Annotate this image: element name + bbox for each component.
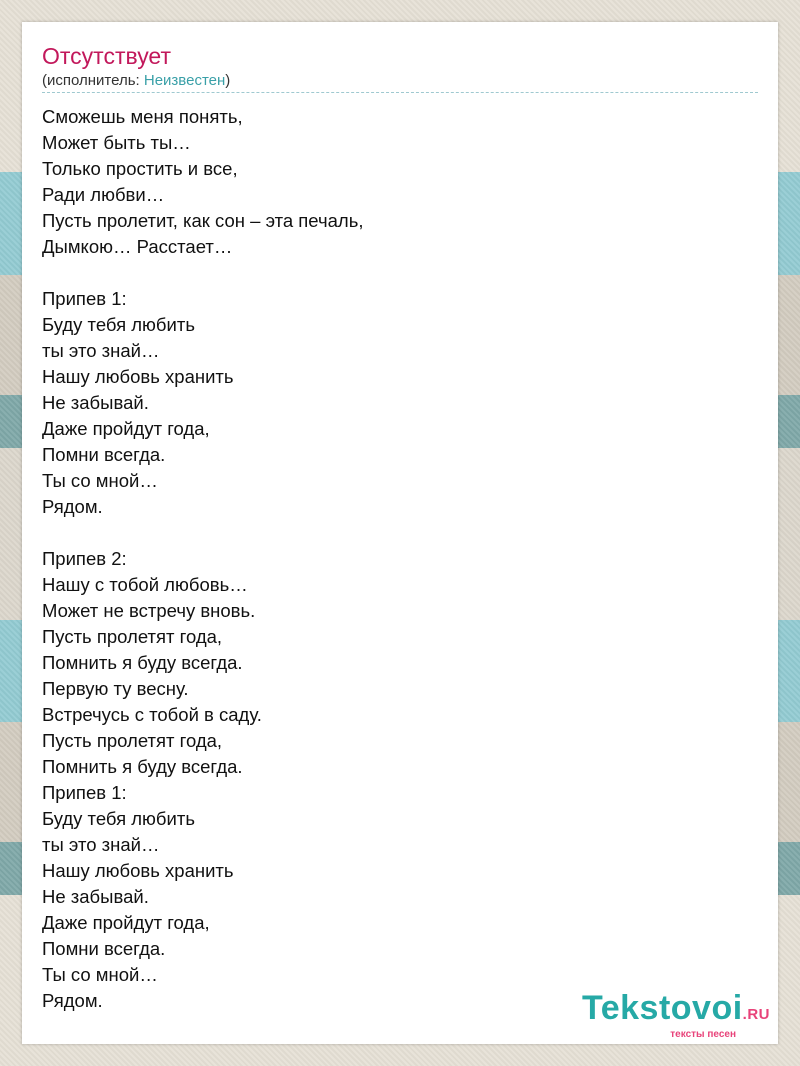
lyric-line: Может не встречу вновь. xyxy=(42,600,256,621)
lyric-line: Буду тебя любить xyxy=(42,808,195,829)
lyric-line-blank xyxy=(42,260,758,286)
lyric-line: Рядом. xyxy=(42,990,103,1011)
lyric-line: Встречусь с тобой в саду. xyxy=(42,704,262,725)
lyrics-card xyxy=(22,22,778,1044)
lyric-line: Пусть пролетят года, xyxy=(42,626,223,647)
lyric-line: Сможешь меня понять, xyxy=(42,106,243,127)
lyric-line: Только простить и все, xyxy=(42,158,238,179)
lyric-line: ты это знай… xyxy=(42,834,160,855)
lyric-line: Припев 1: xyxy=(42,782,127,803)
artist-prefix: (исполнитель: xyxy=(42,72,144,89)
lyric-line: Даже пройдут года, xyxy=(42,912,210,933)
lyric-line: Буду тебя любить xyxy=(42,314,195,335)
lyric-line: Дымкою… Расстает… xyxy=(42,236,233,257)
lyric-line: Даже пройдут года, xyxy=(42,418,210,439)
artist-suffix: ) xyxy=(225,72,231,89)
title-divider xyxy=(42,92,758,93)
lyric-line-blank xyxy=(42,520,758,546)
lyric-line: Припев 1: xyxy=(42,288,127,309)
lyric-line: Не забывай. xyxy=(42,886,149,907)
lyric-line: Помнить я буду всегда. xyxy=(42,756,243,777)
watermark-logo xyxy=(582,990,770,1033)
lyric-line: ты это знай… xyxy=(42,340,160,361)
lyric-line: Может быть ты… xyxy=(42,132,191,153)
lyric-line: Нашу любовь хранить xyxy=(42,860,234,881)
lyric-line: Помни всегда. xyxy=(42,444,166,465)
site-watermark xyxy=(582,990,770,1040)
artist-line xyxy=(42,72,230,89)
lyric-line: Ты со мной… xyxy=(42,964,158,985)
lyric-line: Ради любви… xyxy=(42,184,165,205)
lyric-line: Помнить я буду всегда. xyxy=(42,652,243,673)
lyric-line: Пусть пролетят года, xyxy=(42,730,223,751)
lyric-line: Ты со мной… xyxy=(42,470,158,491)
lyric-line: Нашу с тобой любовь… xyxy=(42,574,248,595)
lyrics-text xyxy=(42,104,758,1014)
watermark-tld: .RU xyxy=(742,1006,770,1023)
lyric-line: Первую ту весну. xyxy=(42,678,189,699)
lyric-line: Рядом. xyxy=(42,496,103,517)
watermark-name: Tekstovoi xyxy=(581,989,743,1027)
lyric-line: Припев 2: xyxy=(42,548,127,569)
song-title: Отсутствует xyxy=(42,43,171,69)
lyric-line: Нашу любовь хранить xyxy=(42,366,234,387)
lyric-line: Не забывай. xyxy=(42,392,149,413)
lyric-line: Помни всегда. xyxy=(42,938,166,959)
lyric-line: Пусть пролетит, как сон – эта печаль, xyxy=(42,210,364,231)
artist-link[interactable]: Неизвестен xyxy=(143,72,226,89)
watermark-tagline: тексты песен xyxy=(670,1029,736,1040)
